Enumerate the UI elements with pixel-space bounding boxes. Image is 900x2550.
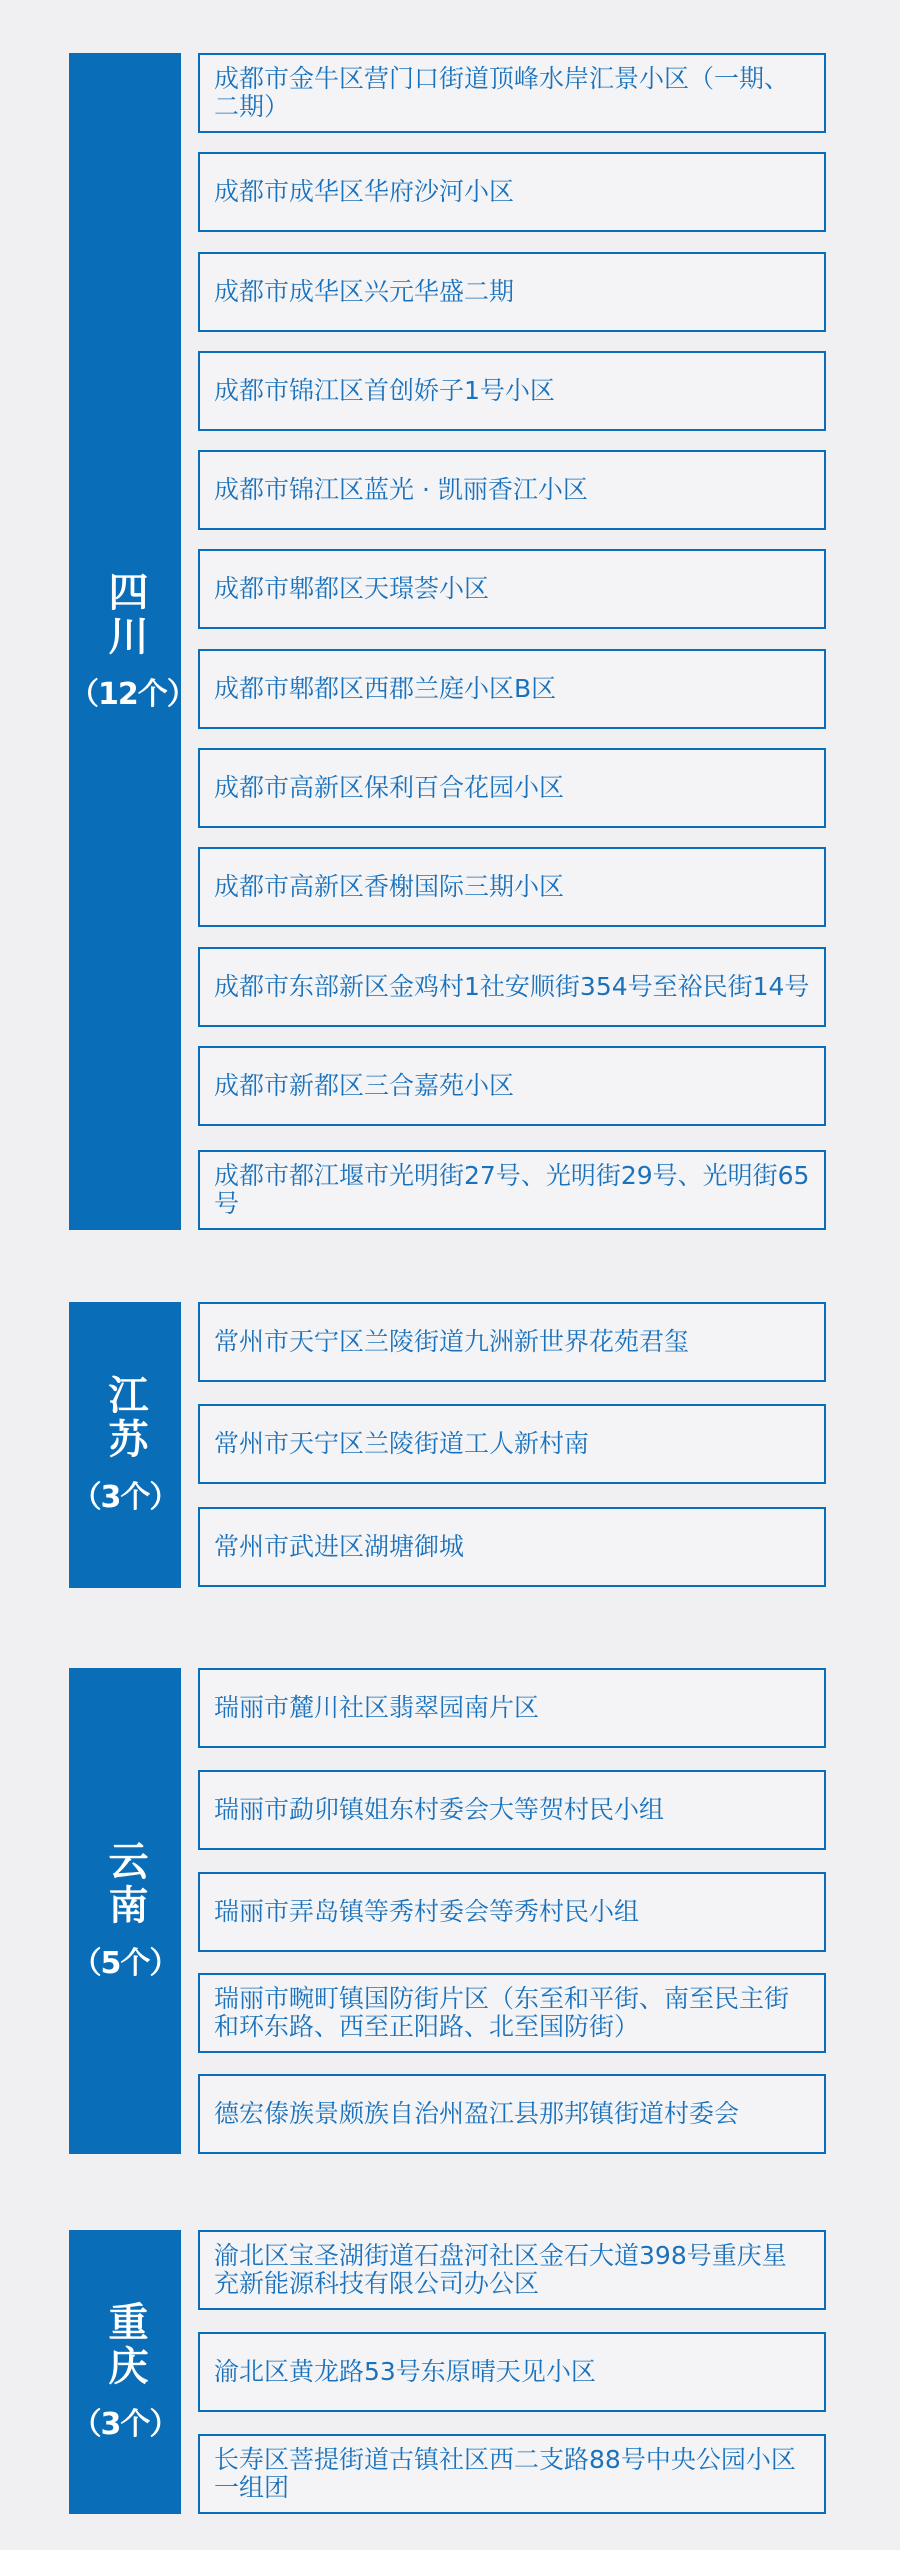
- group-yunnan: [69, 1668, 830, 2154]
- list-item: 成都市高新区香榭国际三期小区: [198, 847, 826, 927]
- list-item: 瑞丽市弄岛镇等秀村委会等秀村民小组: [198, 1872, 826, 1952]
- province-label: [69, 53, 196, 1230]
- list-item: 瑞丽市勐卯镇姐东村委会大等贺村民小组: [198, 1770, 826, 1850]
- province-label: [69, 2230, 181, 2514]
- province-label: [69, 1668, 181, 2154]
- list-item: 瑞丽市畹町镇国防街片区（东至和平街、南至民主街和环东路、西至正阳路、北至国防街）: [198, 1973, 826, 2053]
- list-item: 成都市新都区三合嘉苑小区: [198, 1046, 826, 1126]
- list-item: 成都市郫都区西郡兰庭小区B区: [198, 649, 826, 729]
- list-item: 成都市郫都区天璟荟小区: [198, 549, 826, 629]
- province-count: （5个）: [71, 1946, 179, 1981]
- list-item: 常州市天宁区兰陵街道九洲新世界花苑君玺: [198, 1302, 826, 1382]
- list-item: 成都市锦江区首创娇子1号小区: [198, 351, 826, 431]
- list-item: 长寿区菩提街道古镇社区西二支路88号中央公园小区一组团: [198, 2434, 826, 2514]
- list-item: 成都市成华区兴元华盛二期: [198, 252, 826, 332]
- group-chongqing: [69, 2230, 830, 2514]
- province-name: 重庆: [102, 2301, 148, 2389]
- list-item: 瑞丽市麓川社区翡翠园南片区: [198, 1668, 826, 1748]
- province-name: 云南: [102, 1840, 148, 1928]
- list-item: 成都市都江堰市光明街27号、光明街29号、光明街65号: [198, 1150, 826, 1230]
- list-item: 成都市锦江区蓝光 · 凯丽香江小区: [198, 450, 826, 530]
- province-count: （3个）: [71, 1480, 179, 1515]
- list-item: 常州市天宁区兰陵街道工人新村南: [198, 1404, 826, 1484]
- province-count: （3个）: [71, 2407, 179, 2442]
- list-item: 德宏傣族景颇族自治州盈江县那邦镇街道村委会: [198, 2074, 826, 2154]
- list-item: 成都市东部新区金鸡村1社安顺街354号至裕民街14号: [198, 947, 826, 1027]
- province-count: （12个）: [69, 676, 196, 712]
- list-item: 成都市成华区华府沙河小区: [198, 152, 826, 232]
- list-item: 渝北区宝圣湖街道石盘河社区金石大道398号重庆星充新能源科技有限公司办公区: [198, 2230, 826, 2310]
- list-item: 成都市金牛区营门口街道顶峰水岸汇景小区（一期、二期）: [198, 53, 826, 133]
- group-sichuan: [69, 53, 830, 1230]
- province-name: 江苏: [102, 1374, 148, 1462]
- province-name: 四川: [102, 570, 148, 659]
- province-label: [69, 1302, 181, 1588]
- list-item: 渝北区黄龙路53号东原晴天见小区: [198, 2332, 826, 2412]
- list-item: 成都市高新区保利百合花园小区: [198, 748, 826, 828]
- group-jiangsu: [69, 1302, 830, 1588]
- list-item: 常州市武进区湖塘御城: [198, 1507, 826, 1587]
